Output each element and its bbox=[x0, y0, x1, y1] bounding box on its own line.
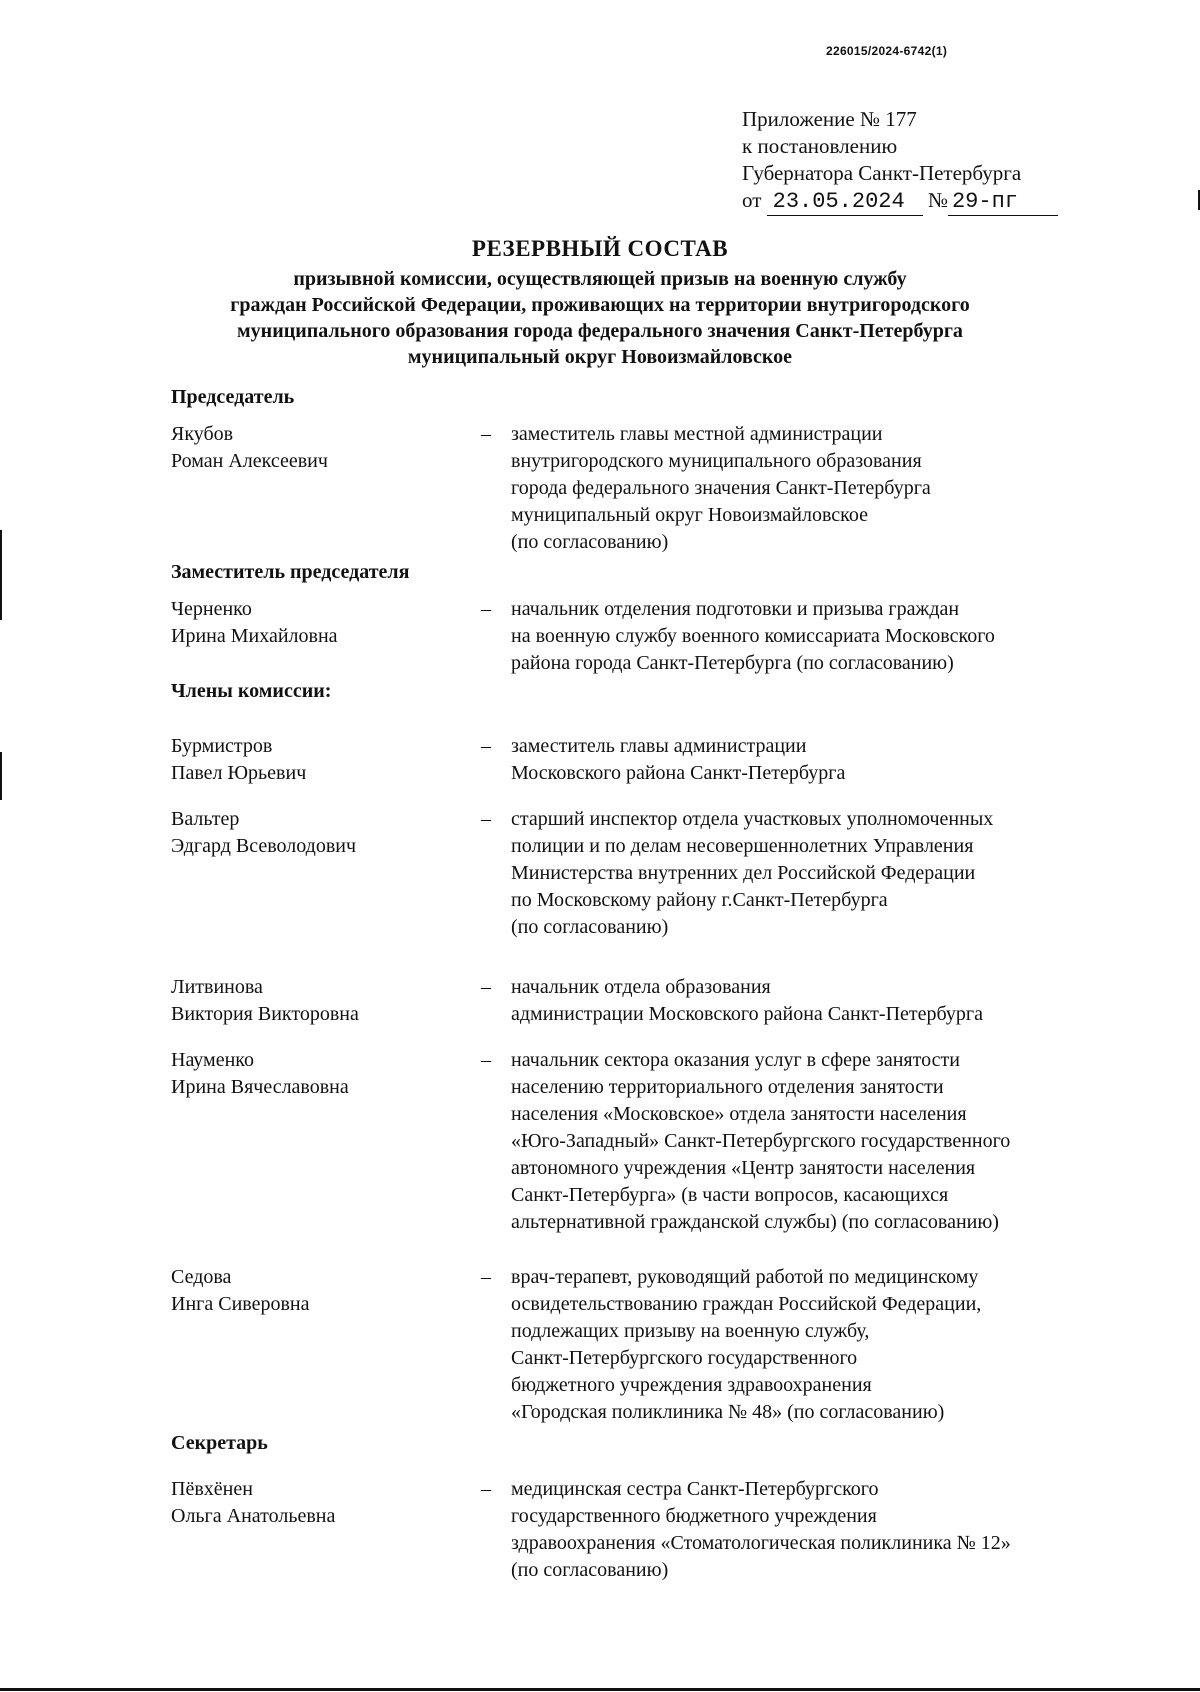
document-title: РЕЗЕРВНЫЙ СОСТАВ bbox=[471, 236, 729, 261]
position-line: начальник отделения подготовки и призыва граждан bbox=[511, 598, 960, 620]
subtitle-line: муниципальный округ Новоизмайловское bbox=[407, 346, 793, 368]
dash: – bbox=[481, 808, 491, 830]
member-position bbox=[511, 1264, 1200, 1426]
member-surname: Черненко bbox=[171, 598, 252, 620]
position-line: автономного учреждения «Центр занятости населения bbox=[511, 1157, 976, 1179]
member-name bbox=[171, 974, 471, 1028]
member-surname: Якубов bbox=[171, 423, 234, 445]
position-line: полиции и по делам несовершеннолетних Управления bbox=[511, 835, 974, 857]
position-line: (по согласованию) bbox=[511, 1559, 669, 1581]
scan-edge-mark bbox=[0, 530, 2, 620]
member-name bbox=[171, 1047, 471, 1101]
member-given-name: Павел Юрьевич bbox=[171, 762, 307, 784]
position-line: внутригородского муниципального образования bbox=[511, 450, 922, 472]
position-line: заместитель главы местной администрации bbox=[511, 423, 883, 445]
position-line: на военную службу военного комиссариата Московского bbox=[511, 625, 995, 647]
position-line: старший инспектор отдела участковых уполномоченных bbox=[511, 808, 994, 830]
scan-bottom-edge bbox=[0, 1688, 1200, 1691]
member-position bbox=[511, 421, 1200, 556]
member-given-name: Инга Сиверовна bbox=[171, 1293, 310, 1315]
annex-line-3: Губернатора Санкт-Петербурга bbox=[742, 161, 1022, 185]
position-line: медицинская сестра Санкт-Петербургского bbox=[511, 1478, 879, 1500]
member-surname: Литвинова bbox=[171, 976, 263, 998]
position-line: города федерального значения Санкт-Петербурга bbox=[511, 477, 931, 499]
annex-block bbox=[742, 106, 1142, 216]
member-name bbox=[171, 1476, 471, 1530]
position-line: «Юго-Западный» Санкт-Петербургского государственного bbox=[511, 1130, 1011, 1152]
position-line: подлежащих призыву на военную службу, bbox=[511, 1320, 870, 1342]
member-position bbox=[511, 1476, 1200, 1584]
dash: – bbox=[481, 1478, 491, 1500]
position-line: (по согласованию) bbox=[511, 531, 669, 553]
subtitle-line: призывной комиссии, осуществляющей призыв на военную службу bbox=[293, 268, 907, 290]
dash: – bbox=[481, 1266, 491, 1288]
member-surname: Науменко bbox=[171, 1049, 254, 1071]
document-subtitle bbox=[150, 266, 1050, 370]
annex-number-prefix: № bbox=[927, 188, 948, 212]
position-line: района города Санкт-Петербурга (по согласованию) bbox=[511, 652, 954, 674]
position-line: (по согласованию) bbox=[511, 916, 669, 938]
member-name bbox=[171, 1264, 471, 1318]
member-position bbox=[511, 733, 1200, 787]
member-surname: Пёвхёнен bbox=[171, 1478, 253, 1500]
document-id: 226015/2024-6742(1) bbox=[826, 44, 948, 58]
scan-edge-mark bbox=[0, 752, 2, 800]
member-given-name: Ирина Михайловна bbox=[171, 625, 338, 647]
member-given-name: Роман Алексеевич bbox=[171, 450, 328, 472]
annex-date-prefix: от bbox=[742, 188, 762, 212]
member-given-name: Ирина Вячеславовна bbox=[171, 1076, 349, 1098]
member-position bbox=[511, 974, 1200, 1028]
position-line: освидетельствованию граждан Российской Федерации, bbox=[511, 1293, 982, 1315]
member-surname: Бурмистров bbox=[171, 735, 273, 757]
member-surname: Седова bbox=[171, 1266, 232, 1288]
member-position bbox=[511, 596, 1200, 677]
dash: – bbox=[481, 598, 491, 620]
annex-line-2: к постановлению bbox=[742, 134, 898, 158]
member-position bbox=[511, 806, 1200, 941]
dash: – bbox=[481, 423, 491, 445]
position-line: администрации Московского района Санкт-Петербурга bbox=[511, 1003, 984, 1025]
section-deputy: Заместитель председателя bbox=[171, 561, 410, 583]
member-name bbox=[171, 421, 471, 475]
position-line: Санкт-Петербургского государственного bbox=[511, 1347, 858, 1369]
section-secretary: Секретарь bbox=[171, 1432, 268, 1454]
position-line: «Городская поликлиника № 48» (по согласованию) bbox=[511, 1401, 945, 1423]
position-line: Московского района Санкт-Петербурга bbox=[511, 762, 846, 784]
dash: – bbox=[481, 1049, 491, 1071]
section-members: Члены комиссии: bbox=[171, 680, 332, 702]
position-line: по Московскому району г.Санкт-Петербурга bbox=[511, 889, 888, 911]
annex-line-1: Приложение № 177 bbox=[742, 107, 917, 131]
position-line: Санкт-Петербурга» (в части вопросов, касающихся bbox=[511, 1184, 949, 1206]
annex-date-line bbox=[742, 187, 1142, 216]
position-line: заместитель главы администрации bbox=[511, 735, 807, 757]
annex-number: 29-пг bbox=[948, 188, 1058, 216]
section-chair: Председатель bbox=[171, 386, 295, 408]
member-name bbox=[171, 806, 471, 860]
position-line: здравоохранения «Стоматологическая поликлиника № 12» bbox=[511, 1532, 1011, 1554]
member-given-name: Ольга Анатольевна bbox=[171, 1505, 336, 1527]
dash: – bbox=[481, 976, 491, 998]
member-name bbox=[171, 596, 471, 650]
subtitle-line: граждан Российской Федерации, проживающих на территории внутригородского bbox=[230, 294, 970, 316]
member-name bbox=[171, 733, 471, 787]
position-line: начальник отдела образования bbox=[511, 976, 771, 998]
position-line: альтернативной гражданской службы) (по согласованию) bbox=[511, 1211, 999, 1233]
member-surname: Вальтер bbox=[171, 808, 240, 830]
subtitle-line: муниципального образования города федерального значения Санкт-Петербурга bbox=[237, 320, 963, 342]
member-given-name: Виктория Викторовна bbox=[171, 1003, 359, 1025]
position-line: бюджетного учреждения здравоохранения bbox=[511, 1374, 872, 1396]
position-line: государственного бюджетного учреждения bbox=[511, 1505, 877, 1527]
position-line: врач-терапевт, руководящий работой по медицинскому bbox=[511, 1266, 979, 1288]
annex-date: 23.05.2024 bbox=[767, 188, 923, 216]
position-line: Министерства внутренних дел Российской Федерации bbox=[511, 862, 976, 884]
dash: – bbox=[481, 735, 491, 757]
position-line: населению территориального отделения занятости bbox=[511, 1076, 944, 1098]
position-line: населения «Московское» отдела занятости населения bbox=[511, 1103, 967, 1125]
position-line: муниципальный округ Новоизмайловское bbox=[511, 504, 869, 526]
member-position bbox=[511, 1047, 1200, 1236]
member-given-name: Эдгард Всеволодович bbox=[171, 835, 357, 857]
position-line: начальник сектора оказания услуг в сфере занятости bbox=[511, 1049, 960, 1071]
